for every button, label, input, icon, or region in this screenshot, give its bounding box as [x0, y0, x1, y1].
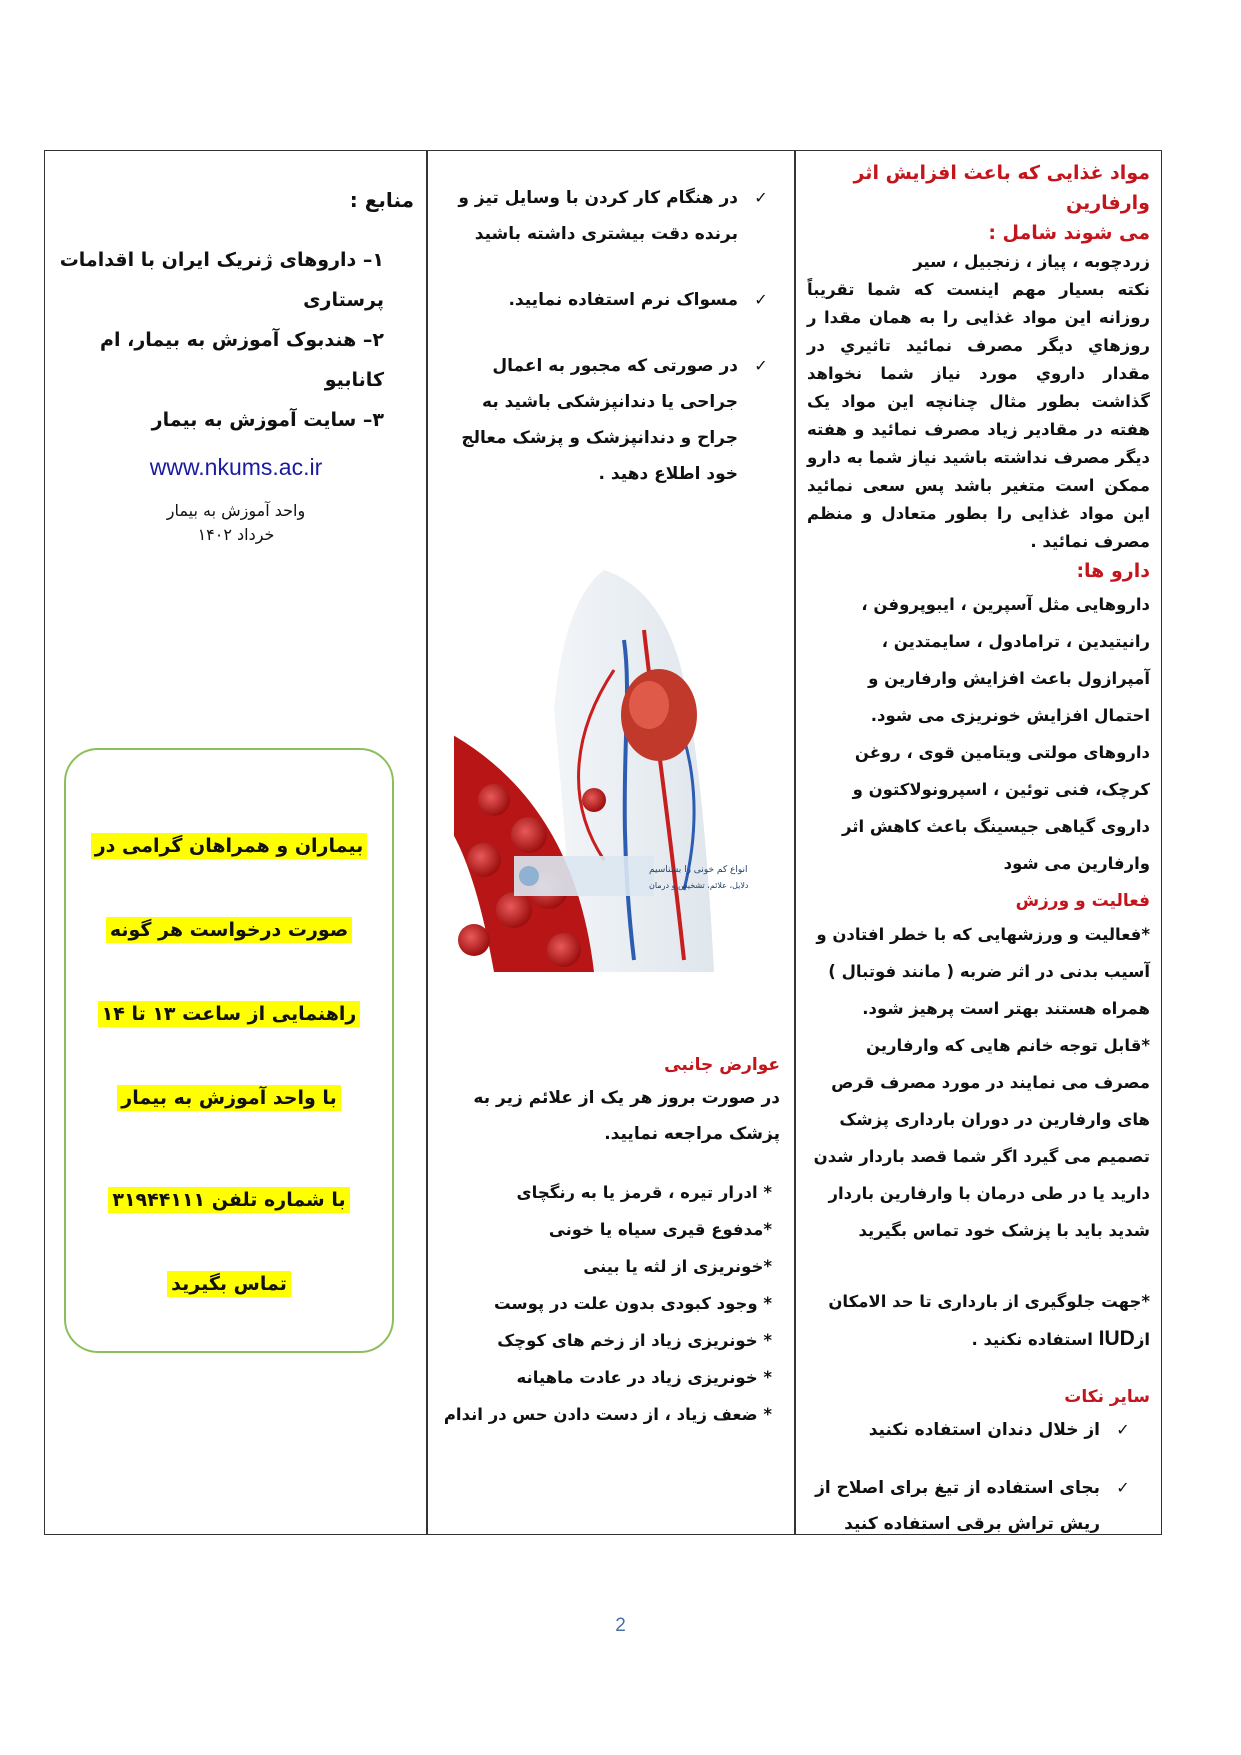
- food-title: مواد غذایی که باعث افزایش اثر وارفارین: [853, 162, 1150, 214]
- middle-column: [426, 150, 794, 1535]
- callout-line: صورت درخواست هر گونه: [106, 917, 352, 943]
- tip-soft-toothbrush-text: مسواک نرم استفاده نمایید.: [508, 290, 738, 310]
- callout-line: تماس بگیرید: [167, 1271, 291, 1297]
- activity-note-2: *قابل توجه خانم هایی که وارفارین مصرف می نمایند در مورد مصرف قرص های وارفارین در دوران بارداری پزشک تصمیم می گیرد اگر شما قصد باردار شدن دارید یا در طی درمان با وارفارین باردار شدید باید با پزشک خود تماس بگیرید: [813, 1036, 1150, 1240]
- source-item: ۲– هندبوک آموزش به بیمار، ام کانابیو: [100, 329, 384, 391]
- issuing-unit: واحد آموزش به بیمار: [166, 501, 306, 520]
- callout-phone: با شماره تلفن ۳۱۹۴۴۱۱۱: [108, 1187, 349, 1213]
- side-effects-intro: در صورت بروز هر یک از علائم زیر به پزشک مراجعه نمایید.: [473, 1088, 780, 1144]
- symptom-list: [436, 1174, 780, 1433]
- tip-razor-text: بجای استفاده از تیغ برای اصلاح از ریش تراش برقی استفاده کنید: [815, 1478, 1100, 1534]
- symptom-item: * وجود کبودی بدون علت در پوست: [493, 1294, 772, 1313]
- callout-line: بیماران و همراهان گرامی در: [91, 833, 368, 859]
- right-column: [795, 150, 1160, 1535]
- tip-sharp-tools: [436, 180, 780, 252]
- symptom-item: *مدفوع قیری سیاه یا خونی: [548, 1220, 772, 1239]
- checkmark-icon: ✓: [754, 290, 768, 309]
- sources-list: [58, 240, 414, 440]
- iud-note-text: *جهت جلوگیری از بارداری تا حد الامکان از: [828, 1292, 1150, 1349]
- side-effects-section: [436, 1050, 780, 1433]
- sources-title: منابع :: [349, 188, 414, 212]
- tip-inform-surgeon: [436, 348, 780, 492]
- symptom-item: * ادرار تیره ، قرمز یا به رنگچای: [516, 1183, 772, 1202]
- image-caption-title: انواع کم خونی را بشناسیم: [649, 865, 748, 875]
- iud-note-end: استفاده نکنید .: [971, 1330, 1099, 1349]
- symptom-item: * ضعف زیاد ، از دست دادن حس در اندام: [443, 1405, 772, 1424]
- side-effects-title: عوارض جانبی: [664, 1055, 780, 1075]
- checkmark-icon: ✓: [1116, 1420, 1130, 1439]
- tip-sharp-tools-text: در هنگام کار کردن با وسایل تیز و برنده دقت بیشتری داشته باشید: [458, 188, 738, 244]
- food-note: نکته بسیار مهم اینست که شما تقریباً روزانه این مواد غذایی را به همان مقدا ر روزهاي دیگر مصرف نمائید تاثيري در مقدار داروي مورد نیاز شما نخواهد گذاشت بطور مثال چنانچه این مواد یک هفته در مقادیر زیاد مصرف نمائید و هفته دیگر مصرف نداشته باشید نیاز شما به دارو ممکن است متغیر باشد پس سعی نمائید این مواد غذایی را بطور متعادل و منظم مصرف نمائید .: [807, 280, 1150, 551]
- contact-callout: [64, 748, 394, 1353]
- tip-soft-toothbrush: [436, 282, 780, 318]
- source-item: ۱– داروهای ژنریک ایران با اقدامات پرستاری: [59, 249, 384, 311]
- tip-inform-surgeon-text: در صورتی که مجبور به اعمال جراحی یا دندانپزشکی باشید به جراح و دندانپزشک و پزشک معالج خود اطلاع دهید .: [461, 356, 738, 484]
- drugs-title: دارو ها:: [1076, 560, 1150, 582]
- issue-date: خرداد ۱۴۰۲: [197, 525, 275, 544]
- drugs-decrease: داروهای مولتی ویتامین قوی ، روغن کرچک، فنی توئین ، اسپرونولاکتون و داروی گیاهی جیسینگ باعث کاهش اثر وارفارین می شود: [842, 743, 1150, 873]
- iud-term: IUD: [1098, 1327, 1135, 1350]
- symptom-item: *خونریزی از لثه یا بینی: [583, 1257, 772, 1276]
- image-caption-subtitle: دلایل، علائم، تشخیص و درمان: [649, 881, 749, 890]
- checkmark-icon: ✓: [1116, 1478, 1130, 1497]
- checkmark-icon: ✓: [754, 188, 768, 207]
- page-number: 2: [615, 1615, 626, 1636]
- callout-line: با واحد آموزش به بیمار: [117, 1085, 340, 1111]
- other-tips-title: سایر نکات: [1064, 1387, 1150, 1407]
- callout-line: راهنمایی از ساعت ۱۳ تا ۱۴: [98, 1001, 361, 1027]
- symptom-item: * خونریزی زیاد از زخم های کوچک: [497, 1331, 772, 1350]
- tip-toothpick-text: از خلال دندان استفاده نکنید: [868, 1420, 1100, 1440]
- food-title-continued: می شوند شامل :: [988, 222, 1150, 244]
- source-item: ۳– سایت آموزش به بیمار: [151, 409, 384, 431]
- tip-toothpick: [807, 1412, 1150, 1448]
- drugs-increase: داروهایی مثل آسپرین ، ایبوپروفن ، رانیتیدین ، ترامادول ، سایمتدین ، آمپرازول باعث افزایش وارفارین و احتمال افزایش خونریزی می شود.: [861, 595, 1150, 725]
- circulation-illustration: [454, 560, 754, 972]
- website-url: www.nkums.ac.ir: [149, 454, 323, 480]
- food-list: زردچوبه ، پیاز ، زنجبیل ، سیر: [913, 252, 1150, 271]
- left-column: [44, 150, 426, 1535]
- symptom-item: * خونریزی زیاد در عادت ماهیانه: [516, 1368, 772, 1387]
- iud-note: [807, 1283, 1150, 1358]
- checkmark-icon: ✓: [754, 356, 768, 375]
- activity-note-1: *فعالیت و ورزشهایی که با خطر افتادن و آسیب بدنی در اثر ضربه ( مانند فوتبال ) همراه هستند بهتر است پرهیز شود.: [816, 925, 1150, 1018]
- tip-razor: [807, 1470, 1150, 1542]
- activity-title: فعالیت و ورزش: [1015, 891, 1150, 911]
